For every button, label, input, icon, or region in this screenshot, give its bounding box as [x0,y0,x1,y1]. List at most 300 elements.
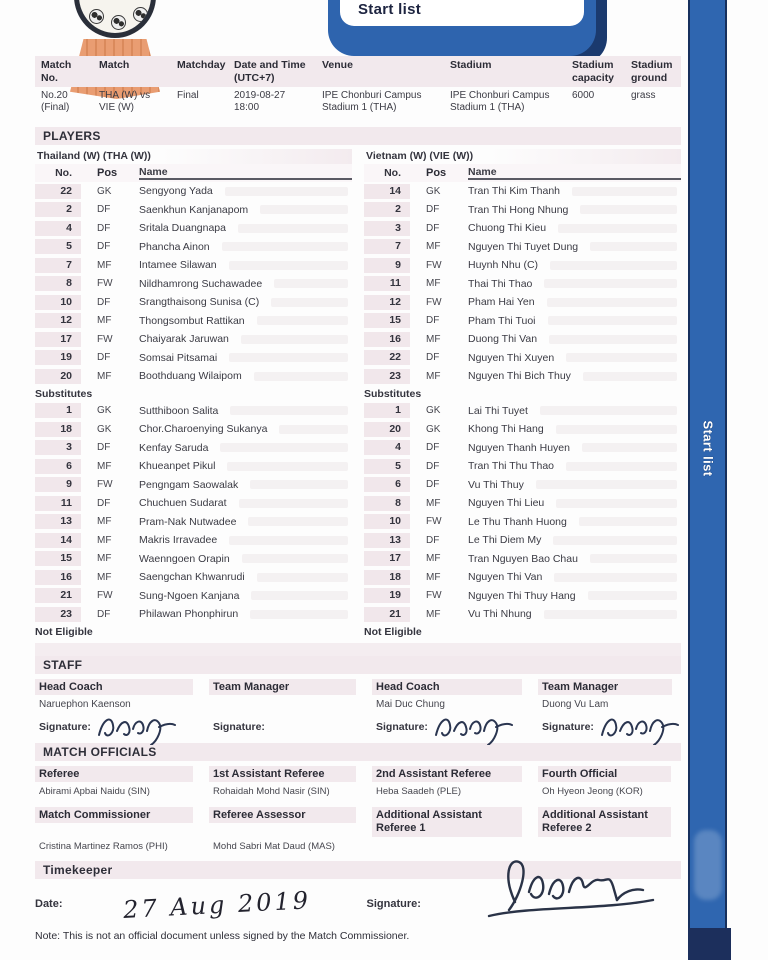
column-header-name: Name [139,166,352,180]
player-position: MF [97,259,112,271]
player-number: 1 [364,403,410,418]
signature-label: Signature: [376,720,428,733]
table-row [364,550,681,569]
player-number: 20 [35,369,81,384]
scan-smudge [579,517,677,526]
logo-emblem-circle [74,0,156,38]
player-position: DF [426,442,440,454]
players-section-title: PLAYERS [35,127,681,145]
player-position: DF [97,296,111,308]
player-position: FW [97,278,113,290]
official-role-label: Additional Assistant Referee 1 [372,807,522,837]
table-row [364,457,681,476]
table-row [364,587,681,606]
player-name: Nildhamrong Suchawadee [139,277,263,290]
table-row [35,587,352,606]
player-name: Tran Thi Hong Nhung [468,203,569,216]
player-number: 11 [35,496,81,511]
signature-label: Signature: [213,720,265,733]
staff-name: Duong Vu Lam [542,698,609,710]
player-name: Thai Thi Thao [468,277,533,290]
table-row [35,605,352,624]
player-name: Duong Thi Van [468,333,538,346]
match-info-value-cell: IPE Chonburi Campus Stadium 1 (THA) [322,90,422,114]
player-name: Huynh Nhu (C) [468,259,539,272]
player-name: Pram-Nak Nutwadee [139,515,237,528]
table-row [35,219,352,238]
player-name: Vu Thi Nhung [468,608,532,621]
official-name: Rohaidah Mohd Nasir (SIN) [213,785,330,797]
player-position: MF [97,370,112,382]
table-row [35,312,352,331]
staff-name [209,699,366,713]
side-tab-startlist [688,392,727,504]
column-header-no: No. [384,166,401,179]
scan-smudge [257,573,348,582]
table-row [364,238,681,257]
player-position: DF [426,315,440,327]
staff-role-label: Head Coach [35,679,193,695]
player-number: 16 [35,570,81,585]
table-row [35,256,352,275]
player-name: Thongsombut Rattikan [139,314,245,327]
player-number: 7 [364,239,410,254]
table-row [35,330,352,349]
player-name: Khong Thi Hang [468,423,544,436]
staff-role-label: Head Coach [372,679,522,695]
scan-smudge [582,443,677,452]
player-position: FW [97,590,113,602]
player-position: DF [97,241,111,253]
player-name: Tran Thi Kim Thanh [468,185,561,198]
scan-smudge [553,536,677,545]
player-name: Pham Thi Tuoi [468,314,536,327]
table-row [364,568,681,587]
team-column [35,149,352,640]
document-content [35,56,681,879]
player-number: 22 [364,350,410,365]
officials-role-row [35,802,681,841]
player-name: Lai Thi Tuyet [468,404,528,417]
date-signature-row [35,880,681,928]
player-name: Somsai Pitsamai [139,351,218,364]
player-position: MF [426,241,441,253]
scan-smudge [241,335,348,344]
table-row [35,275,352,294]
scan-smudge [536,480,677,489]
timekeeper-band: Timekeeper [35,861,681,879]
player-position: GK [426,423,441,435]
player-name: Khueanpet Pikul [139,460,216,473]
table-row [35,550,352,569]
table-row [364,605,681,624]
players-section [35,127,681,656]
date-label: Date: [35,898,63,910]
official-role-label: Fourth Official [538,766,671,782]
signature-row [372,713,532,743]
player-number: 17 [35,332,81,347]
table-row [364,531,681,550]
staff-name: Naruephon Kaenson [39,698,131,710]
player-name: Philawan Phonphirun [139,608,239,621]
match-info-header-cell: Date and Time (UTC+7) [234,59,306,84]
official-role-label: 1st Assistant Referee [209,766,356,782]
match-info-header-row [35,56,681,87]
player-name: Pham Hai Yen [468,296,535,309]
player-number: 3 [35,440,81,455]
player-position: GK [97,405,112,417]
official-name: Heba Saadeh (PLE) [376,785,462,797]
scan-smudge [279,425,348,434]
footer-signature-label: Signature: [366,898,421,910]
table-row [35,476,352,495]
player-position: DF [97,204,111,216]
player-position: DF [97,352,111,364]
table-row [364,367,681,386]
substitutes-label: Substitutes [35,387,93,400]
player-position: FW [97,333,113,345]
table-row [35,238,352,257]
player-position: MF [97,460,112,472]
team-name: Vietnam (W) (VIE (W)) [364,149,681,164]
footer [35,880,681,942]
player-position: FW [426,590,442,602]
player-name: Chor.Charoenying Sukanya [139,423,268,436]
table-row [35,457,352,476]
section-divider-band [35,643,681,656]
player-name: Sutthiboon Salita [139,404,219,417]
official-role-label: Match Commissioner [35,807,193,823]
player-name: Le Thu Thanh Huong [468,515,567,528]
signature-row [209,713,366,743]
table-row [364,476,681,495]
player-number: 21 [35,588,81,603]
player-position: DF [426,479,440,491]
player-number: 4 [364,440,410,455]
table-row [35,568,352,587]
player-number: 23 [364,369,410,384]
player-position: MF [97,315,112,327]
player-position: GK [426,185,441,197]
table-row [364,312,681,331]
player-number: 8 [35,276,81,291]
scan-smudge [230,406,348,415]
table-row [35,402,352,421]
match-info-header-cell: Match No. [41,59,72,84]
scan-smudge [248,517,348,526]
scan-smudge [590,554,677,563]
player-name: Tran Nguyen Bao Chau [468,552,578,565]
scan-smudge [580,205,677,214]
table-row [364,402,681,421]
team-name: Thailand (W) (THA (W)) [35,149,352,164]
player-name: Chuong Thi Kieu [468,222,547,235]
player-position: DF [97,222,111,234]
player-number: 16 [364,332,410,347]
match-info-header-cell: Match [99,59,130,71]
match-info-value-cell: THA (W) vs VIE (W) [99,90,151,114]
player-position: MF [426,497,441,509]
scan-smudge [222,242,348,251]
player-number: 14 [35,533,81,548]
banner-inner [340,0,584,26]
player-name: Le Thi Diem My [468,534,542,547]
football-icon [89,9,104,24]
player-position: GK [426,405,441,417]
table-row [364,293,681,312]
side-tab-label: Start list [700,419,716,477]
player-position: FW [97,479,113,491]
signature-mark [432,711,516,750]
scan-smudge [251,591,348,600]
staff-grid [35,674,681,743]
player-position: GK [97,423,112,435]
player-number: 18 [35,422,81,437]
table-row [35,439,352,458]
table-row [35,293,352,312]
table-row [364,275,681,294]
player-position: MF [97,571,112,583]
staff-column [209,674,366,743]
officials-role-row [35,761,681,786]
scan-smudge [554,573,677,582]
player-position: MF [97,553,112,565]
team-column [364,149,681,640]
official-role-label: Referee [35,766,193,782]
table-row [35,349,352,368]
player-number: 7 [35,258,81,273]
match-info-value-cell: No.20 (Final) [41,90,70,114]
official-role-label: 2nd Assistant Referee [372,766,522,782]
player-number: 4 [35,221,81,236]
substitutes-label: Substitutes [364,387,422,400]
player-number: 19 [35,350,81,365]
player-position: MF [426,553,441,565]
player-name: Chuchuen Sudarat [139,497,227,510]
scan-smudge [271,298,348,307]
player-name: Kenfay Saruda [139,441,209,454]
table-row [35,513,352,532]
table-row [364,349,681,368]
not-eligible-label: Not Eligible [364,625,422,638]
scan-smudge [547,298,677,307]
table-row [35,182,352,201]
officials-grid [35,761,681,857]
player-position: MF [97,516,112,528]
player-position: MF [97,534,112,546]
player-name: Intamee Silawan [139,259,217,272]
player-number: 12 [35,313,81,328]
scan-smudge [260,205,348,214]
official-name: Cristina Martinez Ramos (PHI) [39,840,168,852]
player-position: MF [426,571,441,583]
scan-smudge [229,536,348,545]
player-number: 10 [35,295,81,310]
match-info-value-cell: grass [631,90,656,102]
table-row [35,494,352,513]
match-info-value-cell: IPE Chonburi Campus Stadium 1 (THA) [450,90,550,114]
scan-smudge [227,462,348,471]
match-info-header-cell: Stadium capacity [572,59,615,84]
player-number: 5 [364,459,410,474]
player-number: 10 [364,514,410,529]
match-info-value-cell: 2019-08-27 18:00 [234,90,286,114]
officials-section-title: MATCH OFFICIALS [35,743,681,761]
side-strip-bottom [688,928,731,960]
scan-smudge [250,480,348,489]
footer-note: Note: This is not an official document unless signed by the Match Commissioner. [35,930,410,942]
match-info-value-row [35,87,681,117]
scan-smudge [544,610,677,619]
column-header-pos: Pos [426,167,447,180]
staff-column [538,674,682,743]
player-number: 9 [364,258,410,273]
scan-smudge [254,372,348,381]
player-position: DF [426,534,440,546]
player-name: Vu Thi Thuy [468,478,524,491]
player-number: 15 [35,551,81,566]
player-number: 15 [364,313,410,328]
player-position: MF [426,370,441,382]
player-name: Makris Irravadee [139,534,218,547]
scan-smudge [540,406,677,415]
staff-role-label: Team Manager [538,679,672,695]
player-number: 2 [35,202,81,217]
signature-label: Signature: [542,720,594,733]
official-name: Abirami Apbai Naidu (SIN) [39,785,150,797]
player-position: DF [426,352,440,364]
player-number: 22 [35,184,81,199]
scan-smudge [220,443,348,452]
player-number: 8 [364,496,410,511]
player-name: Nguyen Thi Bich Thuy [468,370,571,383]
player-position: DF [426,204,440,216]
player-name: Chaiyarak Jaruwan [139,333,229,346]
match-info-header-cell: Stadium ground [631,59,673,84]
scan-smudge [572,187,677,196]
column-header-pos: Pos [97,167,118,180]
player-number: 3 [364,221,410,236]
signature-row [35,713,203,743]
player-name: Nguyen Thi Xuyen [468,351,555,364]
table-row [364,439,681,458]
staff-section [35,656,681,743]
page-title: Start list [358,1,422,18]
player-name: Sung-Ngoen Kanjana [139,589,240,602]
player-name: Waenngoen Orapin [139,552,230,565]
player-name: Sritala Duangnapa [139,222,226,235]
scan-smudge [250,610,348,619]
player-number: 1 [35,403,81,418]
not-eligible-label: Not Eligible [35,625,93,638]
player-position: MF [426,333,441,345]
player-position: DF [426,460,440,472]
team-table-header [35,164,352,182]
table-row [364,420,681,439]
scan-smudge [238,224,348,233]
signature-row [538,713,682,743]
player-position: DF [97,442,111,454]
player-position: FW [426,296,442,308]
scan-smudge [225,187,348,196]
scan-smudge [590,242,677,251]
team-lists [35,149,681,640]
staff-column [372,674,532,743]
table-row [35,201,352,220]
scan-smudge [556,425,677,434]
signature-scribble [95,711,179,745]
player-number: 6 [364,477,410,492]
player-number: 19 [364,588,410,603]
match-info-value-cell: Final [177,90,199,102]
scan-smudge [583,372,677,381]
player-number: 5 [35,239,81,254]
scan-smudge [556,499,677,508]
handwritten-date: 27 Aug 2019 [121,886,312,924]
official-role-label: Additional Assistant Referee 2 [538,807,671,837]
scan-smudge [548,316,677,325]
signature-scribble [432,711,516,745]
signature-mark [598,711,682,750]
official-name: Mohd Sabri Mat Daud (MAS) [213,840,335,852]
player-name: Tran Thi Thu Thao [468,460,554,473]
table-row [364,330,681,349]
player-number: 18 [364,570,410,585]
player-number: 21 [364,607,410,622]
staff-section-title: STAFF [35,656,681,674]
column-header-name: Name [468,166,681,180]
player-position: DF [97,608,111,620]
table-row [364,219,681,238]
player-number: 20 [364,422,410,437]
player-position: FW [426,516,442,528]
match-info-value-cell: 6000 [572,90,595,102]
staff-name: Mai Duc Chung [376,698,445,710]
player-position: GK [97,185,112,197]
player-number: 9 [35,477,81,492]
player-position: DF [426,222,440,234]
player-number: 13 [364,533,410,548]
staff-role-label: Team Manager [209,679,356,695]
signature-scribble [598,711,682,745]
staff-column [35,674,203,743]
table-row [364,182,681,201]
scan-smudge [257,316,348,325]
table-row [364,494,681,513]
player-name: Saenkhun Kanjanapom [139,203,249,216]
player-number: 11 [364,276,410,291]
player-position: MF [426,278,441,290]
player-name: Boothduang Wilaipom [139,370,242,383]
match-info-header-cell: Venue [322,59,353,71]
player-name: Nguyen Thanh Huyen [468,441,570,454]
player-name: Sengyong Yada [139,185,213,198]
officials-name-row [35,786,681,802]
player-name: Srangthaisong Sunisa (C) [139,296,260,309]
scan-smudge [558,224,677,233]
player-number: 6 [35,459,81,474]
player-name: Nguyen Thi Thuy Hang [468,589,576,602]
player-name: Pengngam Saowalak [139,478,239,491]
match-info-header-cell: Matchday [177,59,226,71]
table-row [364,256,681,275]
scan-smudge [544,279,677,288]
signature-label: Signature: [39,720,91,733]
match-info-header-cell: Stadium [450,59,492,71]
official-name: Oh Hyeon Jeong (KOR) [542,785,643,797]
scan-smudge [588,591,677,600]
player-position: FW [426,259,442,271]
